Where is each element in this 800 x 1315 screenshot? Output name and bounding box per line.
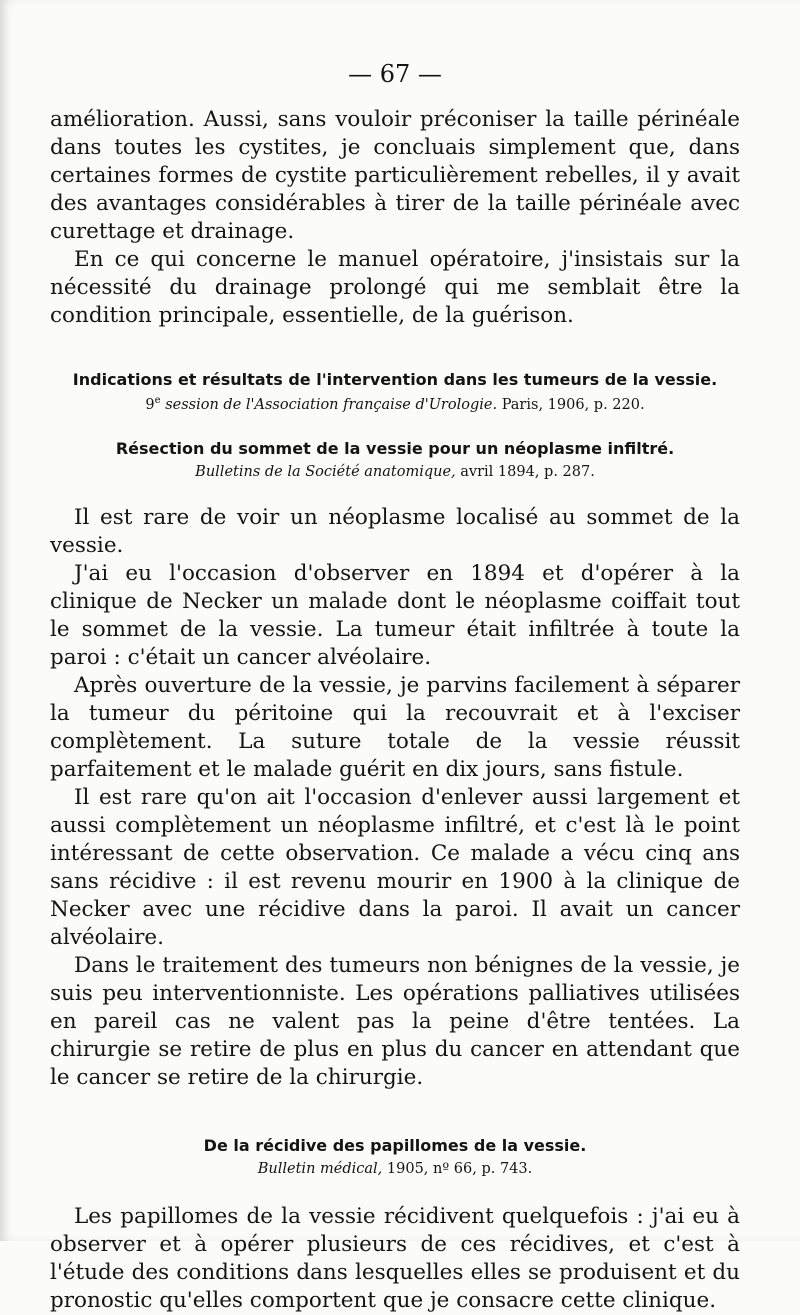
paragraph: Les papillomes de la vessie récidivent quelquefois : j'ai eu à observer et à opérer plusieurs de ces récidives, et c'est à l'étude des conditions dans lesquelles elles se produisent et du pronostic qu'elles comportent que je consacre cette clinique. xyxy=(50,1203,740,1313)
citation-source: Bulletin médical, xyxy=(257,1160,383,1177)
section-heading-recidive: De la récidive des papillomes de la vessie. xyxy=(203,1135,587,1155)
citation-source: Bulletins de la Société anatomique, xyxy=(195,463,456,480)
paragraph: Après ouverture de la vessie, je parvins facilement à séparer la tumeur du péritoine qui la recouvrait et à l'exciser complètement. La suture totale de la vessie réussit parfaitement et le malade guérit en dix jours, sans fistule. xyxy=(50,672,740,782)
citation-source: session de l'Association française d'Urologie. xyxy=(165,396,498,413)
paragraph: J'ai eu l'occasion d'observer en 1894 et d'opérer à la clinique de Necker un malade dont le néoplasme coiffait tout le sommet de la vessie. La tumeur était infiltrée à toute la paroi : c'était un cancer alvéolaire. xyxy=(50,560,740,670)
paragraph: En ce qui concerne le manuel opératoire, j'insistais sur la nécessité du drainage prolongé qui me semblait être la condition principale, essentielle, de la guérison. xyxy=(50,247,740,328)
citation-details: avril 1894, p. 287. xyxy=(460,463,595,480)
page-text xyxy=(50,60,740,1315)
section-citation xyxy=(50,1161,740,1177)
section-heading-indications: Indications et résultats de l'intervention dans les tumeurs de la vessie. xyxy=(72,370,718,389)
section-citation xyxy=(50,464,740,480)
section-heading-resection: Résection du sommet de la vessie pour un néoplasme infiltré. xyxy=(115,438,675,458)
section-citation xyxy=(50,395,740,413)
page-number: — 67 — xyxy=(348,60,442,88)
citation-superscript: e xyxy=(154,395,161,406)
citation-number: 9 xyxy=(145,396,155,413)
paragraph: Il est rare qu'on ait l'occasion d'enlever aussi largement et aussi complètement un néoplasme infiltré, et c'est là le point intéressant de cette observation. Ce malade a vécu cinq ans sans récidive : il est revenu mourir en 1900 à la clinique de Necker avec une récidive dans la paroi. Il avait un cancer alvéolaire. xyxy=(50,784,740,950)
paragraph: amélioration. Aussi, sans vouloir préconiser la taille périnéale dans toutes les cystites, je concluais simplement que, dans certaines formes de cystite particulièrement rebelles, il y avait des avantages considérables à tirer de la taille périnéale avec curettage et drainage. xyxy=(50,107,740,244)
citation-details: Paris, 1906, p. 220. xyxy=(501,396,645,413)
paragraph: Il est rare de voir un néoplasme localisé au sommet de la vessie. xyxy=(50,504,740,558)
citation-details: 1905, nº 66, p. 743. xyxy=(386,1160,533,1177)
paragraph: Dans le traitement des tumeurs non bénignes de la vessie, je suis peu interventionniste. Les opérations palliatives utilisées en pareil cas ne valent pas la peine d'être tentées. La chirurgie se retire de plus en plus du cancer en attendant que le cancer se retire de la chirurgie. xyxy=(50,952,740,1090)
